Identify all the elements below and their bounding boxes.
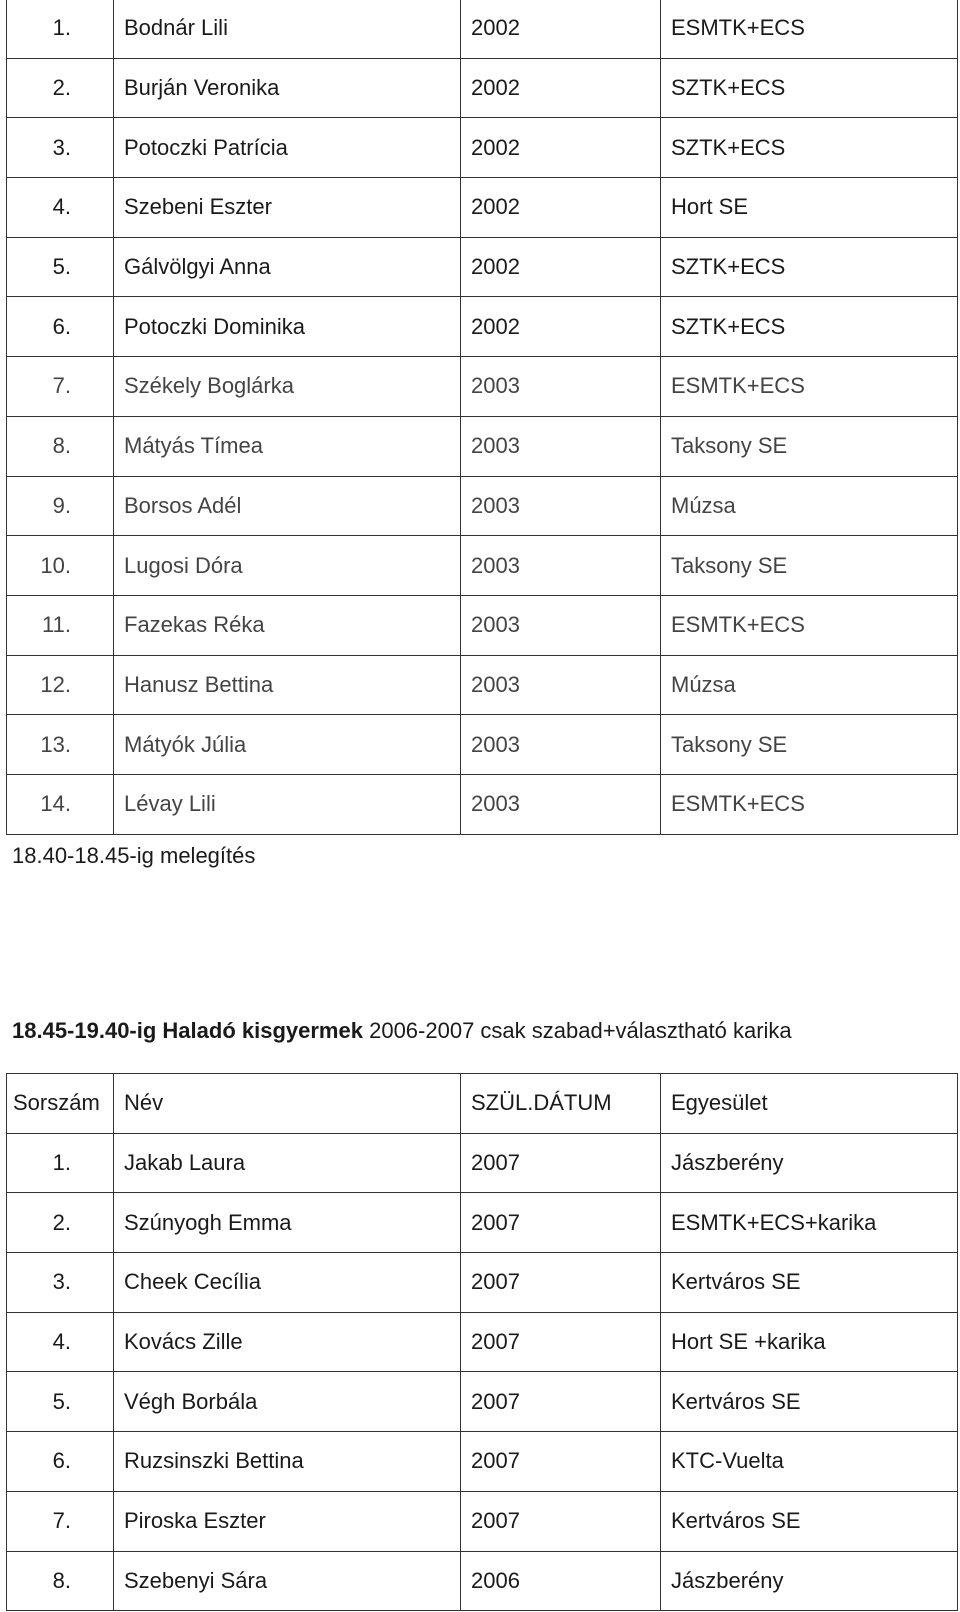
athlete-name: Székely Boglárka — [114, 357, 461, 417]
roster-table-2-body — [7, 1074, 958, 1611]
club-name: SZTK+ECS — [661, 237, 958, 297]
athlete-name: Ruzsinszki Bettina — [114, 1432, 461, 1492]
row-number: 6. — [7, 1432, 114, 1492]
birth-year: 2003 — [461, 595, 661, 655]
athlete-name: Fazekas Réka — [114, 595, 461, 655]
row-number: 13. — [7, 715, 114, 775]
row-number: 3. — [7, 118, 114, 178]
athlete-name: Szúnyogh Emma — [114, 1193, 461, 1253]
table-row — [7, 58, 958, 118]
club-name: Múzsa — [661, 655, 958, 715]
table-row — [7, 774, 958, 834]
club-name: KTC-Vuelta — [661, 1432, 958, 1492]
club-name: Taksony SE — [661, 715, 958, 775]
athlete-name: Mátyás Tímea — [114, 416, 461, 476]
athlete-name: Lévay Lili — [114, 774, 461, 834]
club-name: ESMTK+ECS+karika — [661, 1193, 958, 1253]
table-row — [7, 655, 958, 715]
header-name: Név — [114, 1074, 461, 1134]
birth-year: 2007 — [461, 1253, 661, 1313]
roster-table-1 — [6, 0, 958, 835]
section-time-category: 18.45-19.40-ig Haladó kisgyermek — [12, 1018, 363, 1043]
birth-year: 2006 — [461, 1551, 661, 1611]
row-number: 10. — [7, 536, 114, 596]
table-row — [7, 416, 958, 476]
birth-year: 2003 — [461, 655, 661, 715]
row-number: 7. — [7, 357, 114, 417]
club-name: ESMTK+ECS — [661, 774, 958, 834]
row-number: 12. — [7, 655, 114, 715]
athlete-name: Borsos Adél — [114, 476, 461, 536]
club-name: Hort SE — [661, 178, 958, 238]
athlete-name: Piroska Eszter — [114, 1491, 461, 1551]
row-number: 8. — [7, 1551, 114, 1611]
club-name: Kertváros SE — [661, 1372, 958, 1432]
athlete-name: Jakab Laura — [114, 1133, 461, 1193]
table-row — [7, 595, 958, 655]
club-name: ESMTK+ECS — [661, 0, 958, 58]
row-number: 11. — [7, 595, 114, 655]
birth-year: 2002 — [461, 118, 661, 178]
row-number: 5. — [7, 1372, 114, 1432]
birth-year: 2007 — [461, 1133, 661, 1193]
row-number: 8. — [7, 416, 114, 476]
table-row — [7, 1253, 958, 1313]
section-heading — [12, 1018, 792, 1044]
table-row — [7, 1432, 958, 1492]
row-number: 6. — [7, 297, 114, 357]
club-name: SZTK+ECS — [661, 118, 958, 178]
table-row — [7, 0, 958, 58]
row-number: 1. — [7, 1133, 114, 1193]
birth-year: 2002 — [461, 297, 661, 357]
birth-year: 2002 — [461, 0, 661, 58]
athlete-name: Burján Veronika — [114, 58, 461, 118]
table-row — [7, 357, 958, 417]
athlete-name: Mátyók Júlia — [114, 715, 461, 775]
birth-year: 2007 — [461, 1372, 661, 1432]
table-row — [7, 715, 958, 775]
table-row — [7, 1133, 958, 1193]
athlete-name: Kovács Zille — [114, 1312, 461, 1372]
athlete-name: Bodnár Lili — [114, 0, 461, 58]
row-number: 3. — [7, 1253, 114, 1313]
birth-year: 2003 — [461, 715, 661, 775]
table-row — [7, 476, 958, 536]
birth-year: 2002 — [461, 237, 661, 297]
athlete-name: Lugosi Dóra — [114, 536, 461, 596]
roster-table-1-body — [7, 0, 958, 834]
birth-year: 2003 — [461, 774, 661, 834]
birth-year: 2007 — [461, 1432, 661, 1492]
birth-year: 2007 — [461, 1312, 661, 1372]
athlete-name: Potoczki Patrícia — [114, 118, 461, 178]
birth-year: 2003 — [461, 357, 661, 417]
row-number: 1. — [7, 0, 114, 58]
row-number: 2. — [7, 1193, 114, 1253]
birth-year: 2002 — [461, 58, 661, 118]
birth-year: 2003 — [461, 536, 661, 596]
club-name: Jászberény — [661, 1133, 958, 1193]
birth-year: 2002 — [461, 178, 661, 238]
athlete-name: Végh Borbála — [114, 1372, 461, 1432]
row-number: 4. — [7, 1312, 114, 1372]
birth-year: 2003 — [461, 416, 661, 476]
club-name: Kertváros SE — [661, 1491, 958, 1551]
birth-year: 2007 — [461, 1193, 661, 1253]
row-number: 5. — [7, 237, 114, 297]
row-number: 4. — [7, 178, 114, 238]
athlete-name: Szebeni Eszter — [114, 178, 461, 238]
table-row — [7, 1372, 958, 1432]
header-number: Sorszám — [7, 1074, 114, 1134]
club-name: Jászberény — [661, 1551, 958, 1611]
header-club: Egyesület — [661, 1074, 958, 1134]
club-name: SZTK+ECS — [661, 297, 958, 357]
athlete-name: Hanusz Bettina — [114, 655, 461, 715]
table-row — [7, 297, 958, 357]
row-number: 9. — [7, 476, 114, 536]
roster-table-2 — [6, 1073, 958, 1611]
club-name: ESMTK+ECS — [661, 357, 958, 417]
birth-year: 2003 — [461, 476, 661, 536]
table-row — [7, 118, 958, 178]
club-name: SZTK+ECS — [661, 58, 958, 118]
club-name: Hort SE +karika — [661, 1312, 958, 1372]
athlete-name: Gálvölgyi Anna — [114, 237, 461, 297]
birth-year: 2007 — [461, 1491, 661, 1551]
athlete-name: Cheek Cecília — [114, 1253, 461, 1313]
row-number: 7. — [7, 1491, 114, 1551]
club-name: Múzsa — [661, 476, 958, 536]
table-row — [7, 536, 958, 596]
athlete-name: Szebenyi Sára — [114, 1551, 461, 1611]
table-header-row — [7, 1074, 958, 1134]
header-birth-date: SZÜL.DÁTUM — [461, 1074, 661, 1134]
club-name: Taksony SE — [661, 416, 958, 476]
section-details: 2006-2007 csak szabad+választható karika — [369, 1018, 792, 1043]
table-row — [7, 1491, 958, 1551]
club-name: Kertváros SE — [661, 1253, 958, 1313]
club-name: ESMTK+ECS — [661, 595, 958, 655]
table-row — [7, 1312, 958, 1372]
table-row — [7, 178, 958, 238]
athlete-name: Potoczki Dominika — [114, 297, 461, 357]
warmup-note: 18.40-18.45-ig melegítés — [12, 843, 256, 868]
table-row — [7, 237, 958, 297]
club-name: Taksony SE — [661, 536, 958, 596]
table-row — [7, 1551, 958, 1611]
table-row — [7, 1193, 958, 1253]
row-number: 14. — [7, 774, 114, 834]
row-number: 2. — [7, 58, 114, 118]
